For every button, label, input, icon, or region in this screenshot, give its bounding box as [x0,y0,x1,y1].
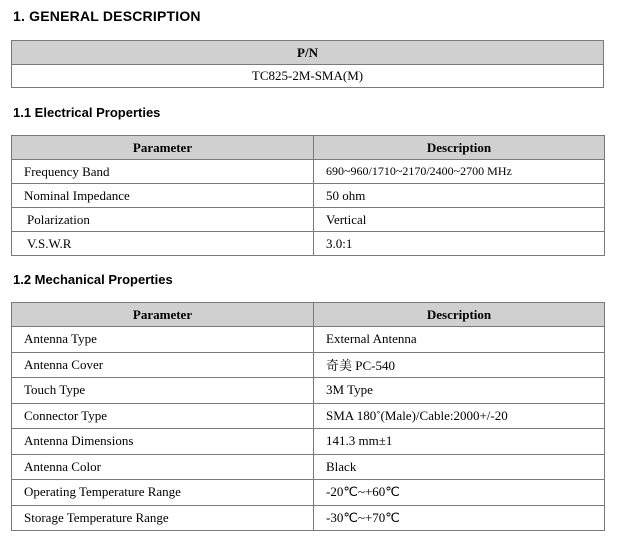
table-row [12,327,605,353]
electrical-properties-table [11,135,605,256]
param-cell: Touch Type [12,378,314,404]
table-row [12,403,605,429]
table-header-row [12,136,605,160]
column-header-parameter: Parameter [12,303,314,327]
desc-cell: Black [314,454,605,480]
param-cell: Connector Type [12,403,314,429]
desc-cell: External Antenna [314,327,605,353]
column-header-parameter: Parameter [12,136,314,160]
table-row [12,429,605,455]
desc-cell: Vertical [314,208,605,232]
param-cell: Antenna Dimensions [12,429,314,455]
section-title: 1. GENERAL DESCRIPTION [13,8,201,24]
desc-cell: SMA 180˚(Male)/Cable:2000+/-20 [314,403,605,429]
desc-cell: 690~960/1710~2170/2400~2700 MHz [314,160,605,184]
param-cell: V.S.W.R [12,232,314,256]
part-number-table [11,40,604,88]
table-row [12,184,605,208]
table-row [12,505,605,531]
table-row [12,232,605,256]
table-row [12,352,605,378]
mechanical-properties-table [11,302,605,531]
table-row [12,480,605,506]
param-cell: Operating Temperature Range [12,480,314,506]
table-row [12,454,605,480]
mechanical-properties-title: 1.2 Mechanical Properties [13,272,173,287]
electrical-properties-title: 1.1 Electrical Properties [13,105,161,120]
desc-cell: 3.0:1 [314,232,605,256]
desc-cell: -20℃~+60℃ [314,480,605,506]
param-cell: Antenna Cover [12,352,314,378]
table-row [12,160,605,184]
param-cell: Nominal Impedance [12,184,314,208]
column-header-description: Description [314,303,605,327]
param-cell: Polarization [12,208,314,232]
param-cell: Antenna Color [12,454,314,480]
table-row [12,208,605,232]
desc-cell: 3M Type [314,378,605,404]
pn-value: TC825-2M-SMA(M) [12,65,604,88]
desc-cell: -30℃~+70℃ [314,505,605,531]
table-row [12,378,605,404]
column-header-description: Description [314,136,605,160]
desc-cell: 141.3 mm±1 [314,429,605,455]
desc-cell: 奇美 PC-540 [314,352,605,378]
table-header-row [12,303,605,327]
param-cell: Antenna Type [12,327,314,353]
desc-cell: 50 ohm [314,184,605,208]
param-cell: Storage Temperature Range [12,505,314,531]
pn-header: P/N [12,41,604,65]
param-cell: Frequency Band [12,160,314,184]
